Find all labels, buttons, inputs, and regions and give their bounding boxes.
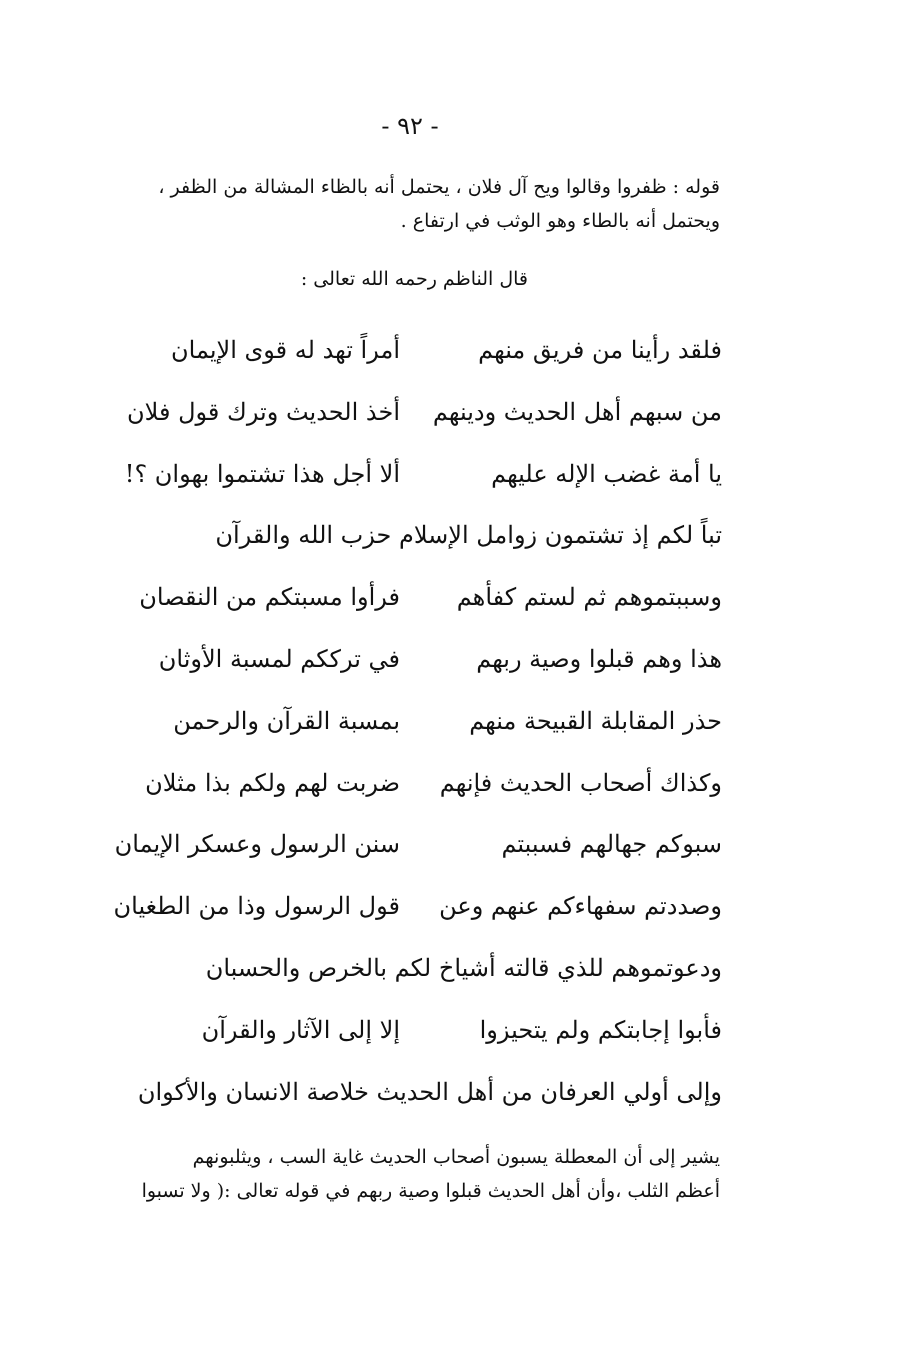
verse-first-half: فلقد رأينا من فريق منهم <box>478 336 722 364</box>
verse-second-half: فرأوا مسبتكم من النقصان <box>139 583 400 612</box>
verse <box>100 758 722 820</box>
note-line: يشير إلى أن المعطلة يسبون أصحاب الحديث غاية السب ، ويثلبونهم <box>192 1146 720 1168</box>
poem-intro: قال الناظم رحمه الله تعالى : <box>300 268 528 290</box>
verse-full-line: وإلى أولي العرفان من أهل الحديث خلاصة الانسان والأكوان <box>137 1077 722 1106</box>
verse <box>100 819 722 881</box>
verse-first-half: وصددتم سفهاءكم عنهم وعن <box>439 892 722 921</box>
poem <box>100 325 722 1128</box>
note-line: قوله : ظفروا وقالوا ويح آل فلان ، يحتمل أنه بالظاء المشالة من الظفر ، <box>158 176 720 198</box>
commentary-bottom <box>100 1140 720 1208</box>
verse <box>100 943 722 1005</box>
verse <box>100 696 722 758</box>
verse-second-half: أمراً تهد له قوى الإيمان <box>171 336 400 364</box>
verse <box>100 325 722 387</box>
verse-second-half: بمسبة القرآن والرحمن <box>173 706 400 735</box>
verse-second-half: أخذ الحديث وترك قول فلان <box>127 397 400 426</box>
verse <box>100 1005 722 1067</box>
verse <box>100 572 722 634</box>
verse-second-half: إلا إلى الآثار والقرآن <box>201 1015 400 1044</box>
verse-first-half: وكذاك أصحاب الحديث فإنهم <box>439 768 722 797</box>
page-number: - ٩٢ - <box>381 112 439 140</box>
verse-full-line: تباً لكم إذ تشتمون زوامل الإسلام حزب الله والقرآن <box>215 521 722 550</box>
verse-second-half: قول الرسول وذا من الطغيان <box>113 892 400 921</box>
verse <box>100 634 722 696</box>
verse-first-half: هذا وهم قبلوا وصية ربهم <box>476 644 722 673</box>
verse-first-half: سبوكم جهالهم فسببتم <box>501 830 722 859</box>
verse-full-line: ودعوتموهم للذي قالته أشياخ لكم بالخرص والحسبان <box>205 953 722 982</box>
verse-first-half: فأبوا إجابتكم ولم يتحيزوا <box>479 1015 722 1044</box>
verse-first-half: من سبهم أهل الحديث ودينهم <box>432 397 722 426</box>
verse <box>100 387 722 449</box>
verse-second-half: في ترككم لمسبة الأوثان <box>158 644 400 673</box>
verse-second-half: ألا أجل هذا تشتموا بهوان ؟! <box>124 459 400 488</box>
verse-first-half: حذر المقابلة القبيحة منهم <box>469 706 722 735</box>
verse <box>100 881 722 943</box>
verse-first-half: وسببتموهم ثم لستم كفأهم <box>456 583 722 612</box>
verse-second-half: ضربت لهم ولكم بذا مثلان <box>145 768 400 797</box>
verse-second-half: سنن الرسول وعسكر الإيمان <box>114 830 400 859</box>
verse <box>100 1067 722 1129</box>
verse <box>100 449 722 511</box>
verse <box>100 510 722 572</box>
note-line: أعظم الثلب ،وأن أهل الحديث قبلوا وصية ربهم في قوله تعالى :( ولا تسبوا <box>141 1180 720 1202</box>
verse-first-half: يا أمة غضب الإله عليهم <box>491 459 722 488</box>
note-line: ويحتمل أنه بالطاء وهو الوثب في ارتفاع . <box>400 210 720 232</box>
footnote-top <box>100 170 720 238</box>
